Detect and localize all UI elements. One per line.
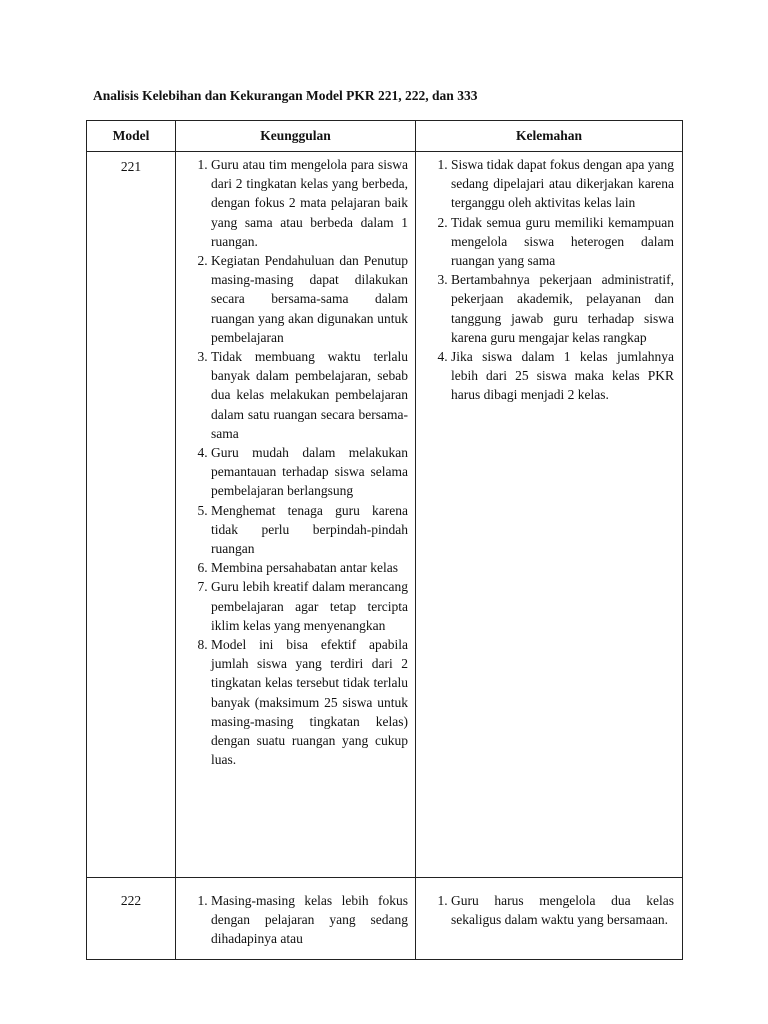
model-cell: 221 <box>87 152 176 878</box>
page-title: Analisis Kelebihan dan Kekurangan Model PKR 221, 222, dan 333 <box>93 88 478 103</box>
header-advantages: Keunggulan <box>176 121 416 152</box>
list-item: 3. Bertambahnya pekerjaan administratif, pekerjaan akademik, pelayanan dan tanggung jawab guru terhadap siswa karena guru mengajar kelas rangkap <box>451 270 674 347</box>
list-item: 2. Tidak semua guru memiliki kemampuan mengelola siswa heterogen dalam ruangan yang sama <box>451 213 674 271</box>
advantages-list <box>184 155 408 770</box>
list-item: 6. Membina persahabatan antar kelas <box>211 558 408 577</box>
advantages-cell <box>176 878 416 960</box>
list-item: 1. Guru harus mengelola dua kelas sekaligus dalam waktu yang bersamaan. <box>451 891 674 929</box>
list-item: 1. Siswa tidak dapat fokus dengan apa yang sedang dipelajari atau dikerjakan karena terganggu oleh aktivitas kelas lain <box>451 155 674 213</box>
table-row <box>87 152 683 878</box>
disadvantages-list <box>424 891 674 929</box>
disadvantages-cell <box>416 152 683 878</box>
list-item: 4. Guru mudah dalam melakukan pemantauan terhadap siswa selama pembelajaran berlangsung <box>211 443 408 501</box>
model-cell: 222 <box>87 878 176 960</box>
disadvantages-list <box>424 155 674 405</box>
table-header-row <box>87 121 683 152</box>
comparison-table <box>86 120 683 960</box>
header-disadvantages: Kelemahan <box>416 121 683 152</box>
header-model: Model <box>87 121 176 152</box>
list-item: 1. Masing-masing kelas lebih fokus dengan pelajaran yang sedang dihadapinya atau <box>211 891 408 949</box>
advantages-list <box>184 891 408 949</box>
list-item: 2. Kegiatan Pendahuluan dan Penutup masing-masing dapat dilakukan secara bersama-sama dalam ruangan yang akan digunakan untuk pembelajaran <box>211 251 408 347</box>
list-item: 1. Guru atau tim mengelola para siswa dari 2 tingkatan kelas yang berbeda, dengan fokus 2 mata pelajaran baik yang sama atau berbeda dalam 1 ruangan. <box>211 155 408 251</box>
list-item: 7. Guru lebih kreatif dalam merancang pembelajaran agar tetap tercipta iklim kelas yang menyenangkan <box>211 577 408 635</box>
list-item: 5. Menghemat tenaga guru karena tidak perlu berpindah-pindah ruangan <box>211 501 408 559</box>
list-item: 3. Tidak membuang waktu terlalu banyak dalam pembelajaran, sebab dua kelas melakukan pembelajaran dalam satu ruangan secara bersama-sama <box>211 347 408 443</box>
list-item: 4. Jika siswa dalam 1 kelas jumlahnya lebih dari 25 siswa maka kelas PKR harus dibagi menjadi 2 kelas. <box>451 347 674 405</box>
table-row <box>87 878 683 960</box>
advantages-cell <box>176 152 416 878</box>
disadvantages-cell <box>416 878 683 960</box>
list-item: 8. Model ini bisa efektif apabila jumlah siswa yang terdiri dari 2 tingkatan kelas tersebut tidak terlalu banyak (maksimum 25 siswa untuk masing-masing tingkatan kelas) dengan suatu ruangan yang cukup luas. <box>211 635 408 769</box>
